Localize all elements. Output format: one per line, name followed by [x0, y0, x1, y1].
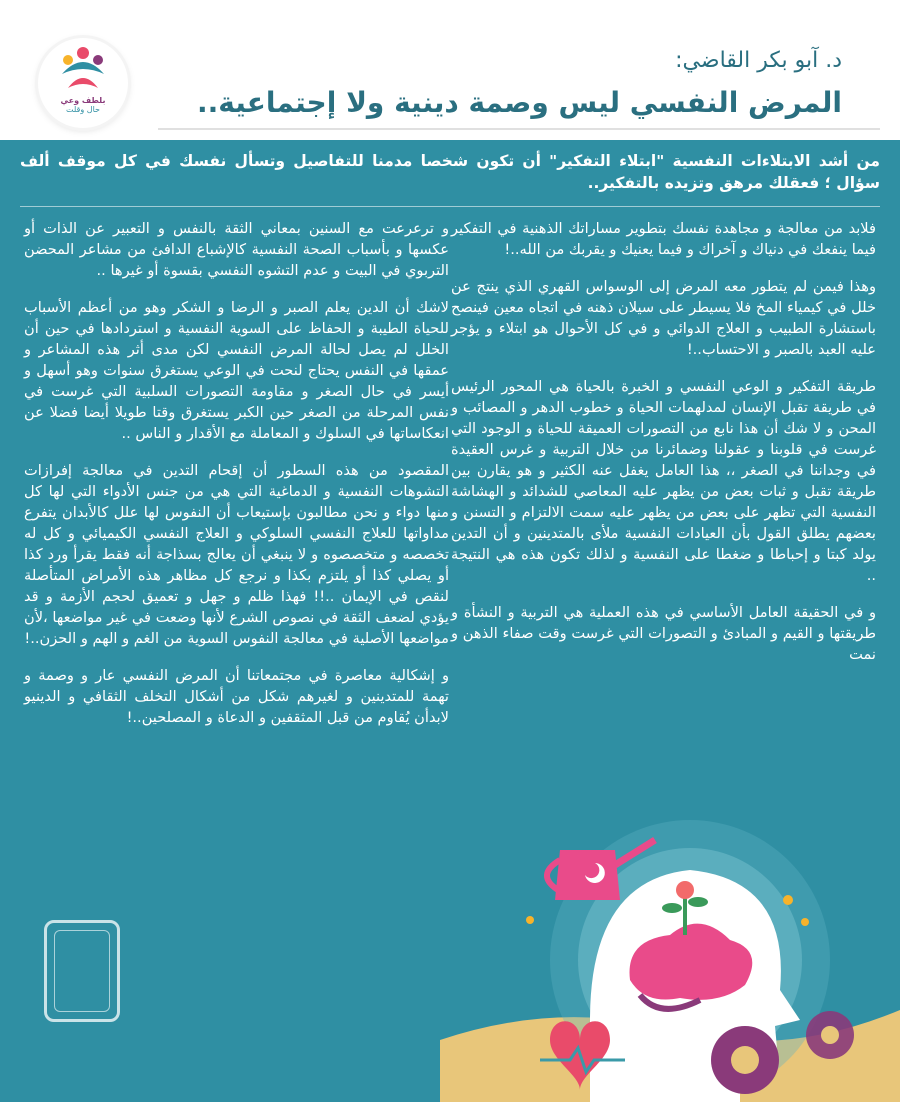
left-column — [24, 218, 449, 744]
right-paragraph-4: و في الحقيقة العامل الأساسي في هذه العملية هي التربية و النشأة و طريقتها و القيم و المبادئ و التصورات التي غرست وقت صفاء الذهن و نمت — [451, 604, 876, 663]
head-with-brain-illustration — [440, 790, 900, 1102]
header-divider — [158, 128, 880, 130]
calligraphy-stamp-inner — [54, 930, 110, 1012]
left-paragraph-3: المقصود من هذه السطور أن إقحام التدين في معالجة إفرازات التشوهات النفسية و الدماغية التي هي من جنس الأدواء التي لها كل منها دواء و نحن مطالبون بإستيعاب أن النفوس لها علل كالأبدان يتفرع مداواتها للعلاج النفسي السلوكي و العلاج النفسي الكيميائي و كل له تخصصه و متخصصوه و لا ينبغي أن يعالج بسذاجة أنه فقط يقرأ ورد كذا أو يصلي كذا أو يلتزم بكذا و نرجع كل مظاهر هذه الأمراض المتأصلة لنقص في الإيمان ..!! فهذا ظلم و جهل و تعميق لحجم الأزمة و قد يؤدي لضعف الثقة في نصوص الشرع لأنها وضعت في غير مواضعها ،لأن مواضعها الأصلية في معالجة النفوس السوية من الغم و الهم و الحزن..! — [24, 462, 449, 647]
logo-line2: حال وقلت — [66, 105, 100, 114]
intro-divider — [20, 206, 880, 207]
right-paragraph-2: وهذا فيمن لم يتطور معه المرض إلى الوسواس القهري الذي ينتج عن خلل في كيمياء المخ فلا يسيطر على سيلان ذهنه في اتجاه معين فينصح باستشارة الطبيب و العلاج الدوائي و في كل الأحوال هو ابتلاء و يؤجر عليه العبد بالصبر و الاحتساب..! — [451, 278, 876, 358]
logo-line1: بلطف وعي — [60, 96, 106, 105]
right-paragraph-1: فلابد من معالجة و مجاهدة نفسك بتطوير مساراتك الذهنية في التفكير فيما ينفعك في دنياك و آخراك و فيما يعنيك و يقربك من الله..! — [451, 220, 876, 258]
logo-emblem — [38, 38, 128, 128]
left-paragraph-2: لاشك أن الدين يعلم الصبر و الرضا و الشكر وهو من أعظم الأسباب للحياة الطيبة و الحفاظ على السوية النفسية و استردادها في حين أن الخلل لم يصل لحالة المرض النفسي لكن مدى أثر هذه المشاعر و عمقها في النفس يحتاج لنحت في الوعي يستغرق سنوات وهو أسهل و أيسر في حال الصغر و مقاومة التصورات السلبية التي غرست في نفس المرحلة من الصغر حين الكبر يستغرق وقتا طويلا أيضا فضلا عن انعكاساتها في السلوك و المعاملة مع الأقدار و الناس .. — [24, 299, 449, 442]
intro-paragraph: من أشد الابتلاءات النفسية "ابتلاء التفكير" أن تكون شخصا مدمنا للتفاصيل وتسأل نفسك في كل موقف ألف سؤال ؛ فعقلك مرهق وتزيده بالتفكير.. — [20, 152, 880, 192]
calligraphy-stamp — [44, 920, 120, 1022]
left-paragraph-1: و ترعرعت مع السنين بمعاني الثقة بالنفس و التعبير عن الذات أو عكسها و بأسباب الصحة النفسية كالإشباع الدافئ من مشاعر المحضن التربوي في البيت و عدم التشوه النفسي بقسوة أو غيرها .. — [24, 220, 449, 279]
left-paragraph-4: و إشكالية معاصرة في مجتمعاتنا أن المرض النفسي عار و وصمة و تهمة للمتدينين و لغيرهم شكل من أشكال التخلف الثقافي و الدينيو لابدأن يُقاوم من قبل المثقفين و الدعاة و المصلحين..! — [24, 667, 449, 726]
header — [0, 0, 900, 140]
right-paragraph-3: طريقة التفكير و الوعي النفسي و الخبرة بالحياة هي المحور الرئيس في طريقة تقبل الإنسان لمدلهمات الحياة و خطوب الدهر و المصائب و المحن و لا شك أن هذا نابع من التصورات العميقة للحياة و الوجود التي غرست في قلوبنا و عقولنا وضمائرنا من خلال التربية و غرس العقيدة في وجداننا في الصغر ،، هذا العامل يغفل عنه الكثير و هو يقارن بين طريقة تقبل و ثبات بعض من يظهر عليه المعاصي للشدائد و الهشاشة النفسية التي تظهر على بعض من يظهر عليه سمت الالتزام و التسنن و بعضهم يطلق القول بأن العيادات النفسية ملأى بالمتدينين و أن التدين يولد كبتا و إحباطا و ضغطا على النفسية و لذلك تكون هذه هي النتيجة .. — [451, 378, 876, 584]
author-name: د. آبو بكر القاضي: — [675, 48, 842, 73]
right-column — [451, 218, 876, 681]
page-title: المرض النفسي ليس وصمة دينية ولا إجتماعية.. — [197, 86, 842, 119]
